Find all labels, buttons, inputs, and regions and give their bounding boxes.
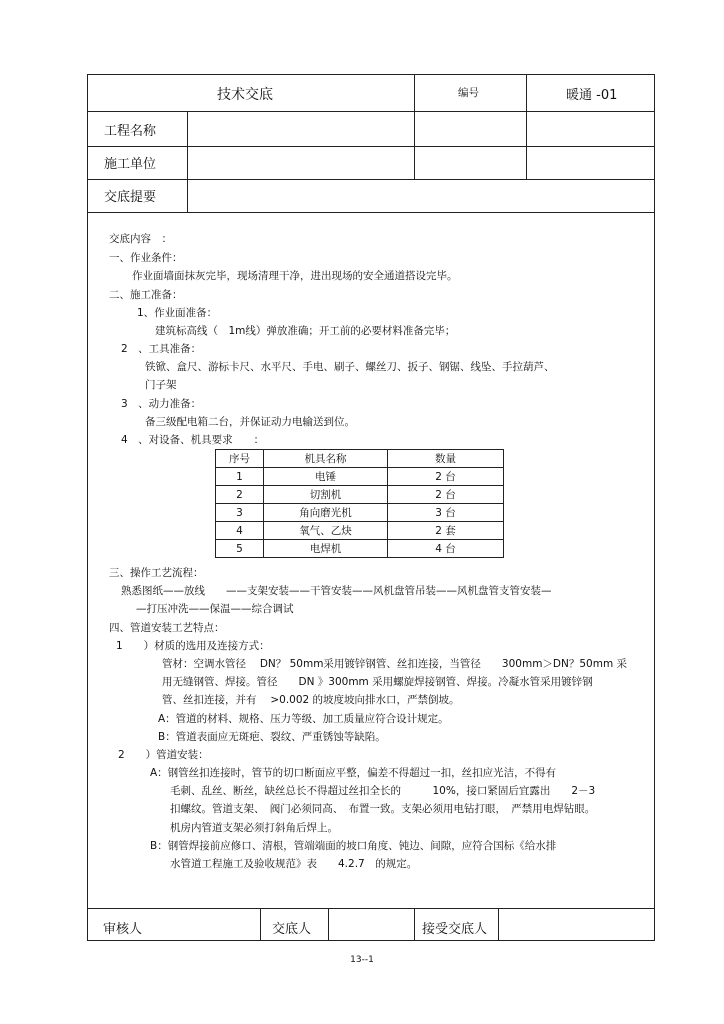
- content-intro: 交底内容 ：: [109, 233, 172, 245]
- cell-index: 3: [216, 504, 264, 522]
- cell-qty: 4 台: [388, 540, 504, 558]
- cell-qty: 2 台: [388, 486, 504, 504]
- section-4-2-a-2: 毛刺、乱丝、断丝，缺丝总长不得超过丝扣全长的 10%，接口紧固后宜露出 2－3: [170, 785, 596, 797]
- rule-label-col: [187, 111, 188, 212]
- cell-index: 4: [216, 522, 264, 540]
- section-4-2-a-3: 扣螺纹。管道支架、 阀门必须同高、 布置一致。支架必须用电钻打眼， 严禁用电焊钻眼。: [170, 803, 596, 815]
- equipment-table: [215, 449, 504, 558]
- cell-qty: 2 台: [388, 468, 504, 486]
- section-4-2-a-4: 机房内管道支架必须打斜角后焊上。: [170, 822, 338, 834]
- rule-footer-2: [328, 908, 329, 941]
- table-row: [216, 504, 504, 522]
- section-3-text-b: —打压冲洗——保温——综合调试: [136, 603, 294, 615]
- cell-index: 2: [216, 486, 264, 504]
- reviewer-label: 审核人: [103, 922, 143, 937]
- cell-name: 角向磨光机: [264, 504, 388, 522]
- rule-footer-4: [498, 908, 499, 941]
- section-2-3-text: 备三级配电箱二台，并保证动力电输送到位。: [145, 416, 355, 428]
- rule-footer-top: [87, 908, 655, 909]
- table-row: [216, 486, 504, 504]
- section-2-4-heading: 4 、对设备、机具要求 ：: [121, 434, 265, 446]
- section-1-text: 作业面墙面抹灰完毕，现场清理干净，进出现场的安全通道搭设完毕。: [132, 270, 458, 282]
- cell-name: 电焊机: [264, 540, 388, 558]
- section-3-text-a: 熟悉图纸——放线 ——支架安装——干管安装——风机盘管吊装——风机盘管支管安装—: [121, 585, 552, 597]
- section-2-2-text-b: 门子架: [145, 379, 177, 391]
- rule-row2-bottom: [87, 179, 655, 180]
- discloser-label: 交底人: [272, 922, 312, 937]
- cell-name: 电锤: [264, 468, 388, 486]
- rule-row1-bottom: [87, 146, 655, 147]
- section-2-1-heading: 1、作业面准备：: [137, 307, 218, 319]
- rule-row3-bottom: [87, 212, 655, 213]
- section-3-heading: 三、操作工艺流程：: [109, 567, 204, 579]
- section-2-3-heading: 3 、动力准备：: [121, 398, 202, 410]
- section-2-heading: 二、施工准备：: [109, 289, 183, 301]
- rule-footer-3: [414, 908, 415, 941]
- table-row: [216, 468, 504, 486]
- rule-header-bottom: [87, 111, 655, 112]
- contractor-label: 施工单位: [104, 157, 157, 172]
- section-4-1-item-a: A：管道的材料、规格、压力等级、加工质量应符合设计规定。: [158, 713, 449, 725]
- section-4-1-text-a: 管材：空调水管径 DN？ 50mm采用镀锌钢管、丝扣连接，当管径 300mm＞DN？50mm 采: [162, 658, 628, 670]
- section-4-2-heading: 2 ）管道安装：: [118, 749, 209, 761]
- section-4-1-text-c: 管、丝扣连接，并有 >0.002 的坡度坡向排水口，严禁倒坡。: [162, 694, 460, 706]
- table-row: [216, 522, 504, 540]
- table-row: [216, 540, 504, 558]
- equipment-table-header: [216, 450, 504, 468]
- section-4-1-text-b: 用无缝钢管、焊接。管径 DN 》300mm 采用螺旋焊接钢管、焊接。冷凝水管采用镀锌钢: [162, 676, 593, 688]
- cell-qty: 3 台: [388, 504, 504, 522]
- summary-label: 交底提要: [104, 190, 157, 205]
- section-2-2-heading: 2 、工具准备：: [121, 343, 202, 355]
- cell-name: 氧气、乙炔: [264, 522, 388, 540]
- cell-index: 1: [216, 468, 264, 486]
- project-name-label: 工程名称: [104, 124, 157, 139]
- col-header-qty: 数量: [388, 450, 504, 468]
- rule-footer-1: [260, 908, 261, 941]
- section-4-2-a-1: A：钢管丝扣连接时，管节的切口断面应平整，偏差不得超过一扣，丝扣应光洁，不得有: [150, 767, 557, 779]
- section-4-1-heading: 1 ）材质的选用及连接方式：: [116, 640, 270, 652]
- form-title: 技术交底: [217, 87, 273, 103]
- cell-index: 5: [216, 540, 264, 558]
- section-2-1-text: 建筑标高线（ 1m线）弹放准确；开工前的必要材料准备完毕；: [155, 325, 456, 337]
- section-4-2-b-2: 水管道工程施工及验收规范》表 4.2.7 的规定。: [170, 858, 418, 870]
- section-2-2-text-a: 铁锨、盒尺、游标卡尺、水平尺、手电、刷子、螺丝刀、扳子、钢锯、线坠、手拉葫芦、: [145, 361, 555, 373]
- section-4-1-item-b: B：管道表面应无斑疤、裂纹、严重锈蚀等缺陷。: [158, 731, 386, 743]
- section-4-2-b-1: B：钢管焊接前应修口、清根，管端端面的坡口角度、钝边、间隙，应符合国标《给水排: [150, 840, 557, 852]
- cell-qty: 2 套: [388, 522, 504, 540]
- rule-col-b: [526, 74, 527, 179]
- receiver-label: 接受交底人: [422, 922, 488, 937]
- page-number: 13--1: [350, 955, 374, 965]
- cell-name: 切割机: [264, 486, 388, 504]
- number-label: 编号: [458, 87, 479, 99]
- col-header-index: 序号: [216, 450, 264, 468]
- col-header-name: 机具名称: [264, 450, 388, 468]
- section-4-heading: 四、管道安装工艺特点：: [109, 622, 225, 634]
- rule-col-a: [414, 74, 415, 179]
- number-value: 暖通 -01: [566, 88, 618, 103]
- section-1-heading: 一、作业条件：: [109, 252, 183, 264]
